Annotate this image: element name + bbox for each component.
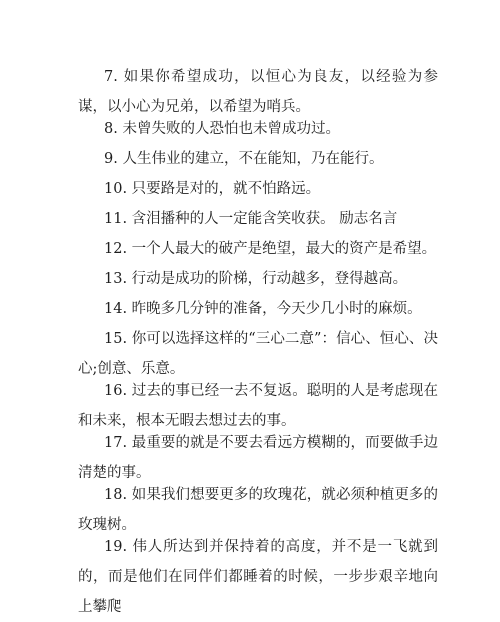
quote-10: 10. 只要路是对的，就不怕路远。 xyxy=(104,181,321,197)
quote-17: 17. 最重要的就是不要去看远方模糊的，而要做手边清楚的事。 xyxy=(78,435,438,481)
quote-12: 12. 一个人最大的破产是绝望，最大的资产是希望。 xyxy=(104,241,437,257)
quote-19: 19. 伟人所达到并保持着的高度，并不是一飞就到的，而是他们在同伴们都睡着的时候，一步步艰辛地向上攀爬 xyxy=(78,539,438,615)
quote-14: 14. 昨晚多几分钟的准备，今天少几小时的麻烦。 xyxy=(104,301,422,317)
quote-15: 15. 你可以选择这样的“三心二意”：信心、恒心、决心;创意、乐意。 xyxy=(78,331,438,377)
quote-7: 7. 如果你希望成功，以恒心为良友，以经验为参谋，以小心为兄弟，以希望为哨兵。 xyxy=(78,69,438,115)
quote-11: 11. 含泪播种的人一定能含笑收获。 励志名言 xyxy=(104,211,398,227)
quote-18: 18. 如果我们想要更多的玫瑰花，就必须种植更多的玫瑰树。 xyxy=(78,487,438,533)
quote-16: 16. 过去的事已经一去不复返。聪明的人是考虑现在和未来，根本无暇去想过去的事。 xyxy=(78,383,438,429)
quote-13: 13. 行动是成功的阶梯，行动越多，登得越高。 xyxy=(104,271,408,287)
quote-8: 8. 未曾失败的人恐怕也未曾成功过。 xyxy=(104,121,340,137)
quote-9: 9. 人生伟业的建立，不在能知，乃在能行。 xyxy=(104,151,384,167)
